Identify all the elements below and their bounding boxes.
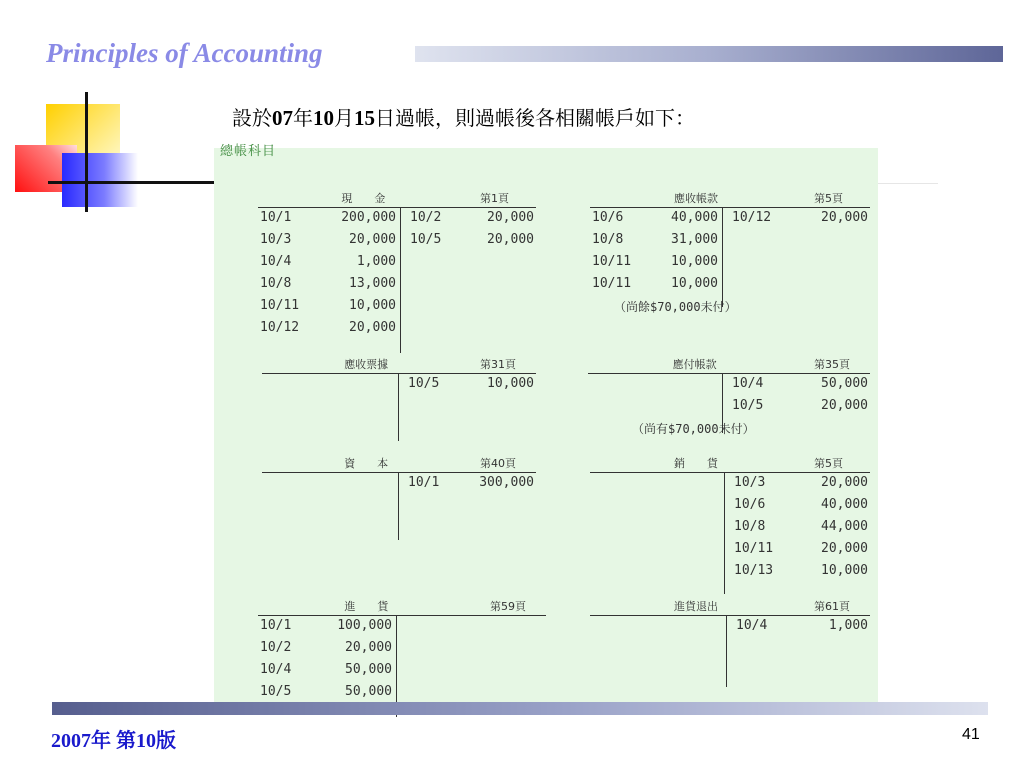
heading-month: 10	[313, 106, 334, 130]
debit-amount: 20,000	[349, 320, 396, 335]
debit-amount: 20,000	[349, 232, 396, 247]
heading-part: 年	[293, 106, 313, 130]
decor-blue-square	[62, 153, 138, 207]
credit-date: 10/1	[408, 475, 440, 490]
t-account-top-rule	[262, 472, 536, 473]
credit-amount: 50,000	[821, 376, 868, 391]
credit-date: 10/2	[410, 210, 442, 225]
debit-date: 10/5	[260, 684, 292, 699]
account-page-ref: 第35頁	[814, 358, 850, 371]
credit-amount: 300,000	[479, 475, 534, 490]
account-name: 銷 貨	[674, 457, 718, 470]
debit-date: 10/11	[592, 254, 632, 269]
account-name: 應收票據	[344, 358, 389, 371]
account-name: 進 貨	[344, 600, 389, 613]
credit-amount: 20,000	[487, 210, 534, 225]
debit-date: 10/11	[592, 276, 632, 291]
heading-year: 07	[272, 106, 293, 130]
account-page-ref: 第1頁	[480, 192, 509, 205]
debit-amount: 20,000	[345, 640, 392, 655]
credit-date: 10/3	[734, 475, 766, 490]
debit-amount: 10,000	[671, 254, 718, 269]
page-number: 41	[962, 726, 980, 743]
account-page-ref: 第61頁	[814, 600, 850, 613]
debit-date: 10/8	[592, 232, 624, 247]
credit-date: 10/6	[734, 497, 766, 512]
debit-date: 10/1	[260, 210, 292, 225]
account-page-ref: 第5頁	[814, 457, 843, 470]
t-account-top-rule	[590, 207, 870, 208]
account-page-ref: 第40頁	[480, 457, 516, 470]
credit-date: 10/13	[734, 563, 774, 578]
debit-amount: 10,000	[349, 298, 396, 313]
debit-amount: 13,000	[349, 276, 396, 291]
t-account-top-rule	[590, 472, 870, 473]
credit-date: 10/4	[732, 376, 764, 391]
credit-date: 10/8	[734, 519, 766, 534]
debit-date: 10/6	[592, 210, 624, 225]
debit-amount: 50,000	[345, 662, 392, 677]
credit-date: 10/5	[408, 376, 440, 391]
debit-date: 10/3	[260, 232, 292, 247]
debit-date: 10/11	[260, 298, 300, 313]
decor-vertical-line	[85, 92, 88, 212]
debit-date: 10/8	[260, 276, 292, 291]
debit-amount: 40,000	[671, 210, 718, 225]
t-account-center-rule	[726, 615, 727, 687]
t-account-top-rule	[262, 373, 536, 374]
slide-heading	[232, 102, 695, 131]
credit-date: 10/4	[736, 618, 768, 633]
credit-date: 10/12	[732, 210, 772, 225]
ledger-label: 總帳科目	[220, 144, 277, 159]
edition-label: 2007年 第10版	[51, 730, 176, 752]
debit-amount: 100,000	[337, 618, 392, 633]
heading-day: 15	[354, 106, 375, 130]
credit-amount: 20,000	[487, 232, 534, 247]
t-account-center-rule	[724, 472, 725, 594]
heading-part: 月	[334, 106, 354, 130]
t-account-top-rule	[258, 615, 546, 616]
t-account-top-rule	[258, 207, 536, 208]
debit-amount: 1,000	[356, 254, 396, 269]
debit-amount: 10,000	[671, 276, 718, 291]
t-account-top-rule	[588, 373, 870, 374]
heading-part: 設於	[232, 106, 272, 130]
t-account-top-rule	[590, 615, 870, 616]
debit-amount: 31,000	[671, 232, 718, 247]
debit-date: 10/12	[260, 320, 300, 335]
credit-amount: 44,000	[821, 519, 868, 534]
credit-date: 10/5	[732, 398, 764, 413]
decor-horizontal-line-faded	[878, 183, 938, 184]
credit-amount: 10,000	[821, 563, 868, 578]
decor-horizontal-line	[48, 181, 228, 184]
account-name: 資 本	[344, 457, 389, 470]
account-name: 現 金	[341, 192, 386, 205]
t-account-center-rule	[398, 472, 399, 540]
debit-date: 10/4	[260, 254, 292, 269]
account-name: 進貨退出	[674, 600, 718, 613]
credit-date: 10/11	[734, 541, 774, 556]
credit-amount: 20,000	[821, 210, 868, 225]
t-account-center-rule	[722, 207, 723, 307]
account-page-ref: 第31頁	[480, 358, 516, 371]
credit-amount: 20,000	[821, 475, 868, 490]
account-name: 應付帳款	[672, 358, 717, 371]
t-account-center-rule	[400, 207, 401, 353]
credit-amount: 20,000	[821, 398, 868, 413]
debit-date: 10/1	[260, 618, 292, 633]
account-page-ref: 第5頁	[814, 192, 843, 205]
account-note: （尚有$70,000未付）	[632, 422, 755, 436]
debit-date: 10/4	[260, 662, 292, 677]
credit-date: 10/5	[410, 232, 442, 247]
credit-amount: 10,000	[487, 376, 534, 391]
debit-amount: 50,000	[345, 684, 392, 699]
t-account-center-rule	[398, 373, 399, 441]
title-gradient-bar	[415, 46, 1003, 62]
account-page-ref: 第59頁	[490, 600, 526, 613]
account-name: 應收帳款	[674, 192, 718, 205]
slide-title: Principles of Accounting	[46, 38, 323, 68]
credit-amount: 1,000	[828, 618, 868, 633]
credit-amount: 20,000	[821, 541, 868, 556]
account-note: （尚餘$70,000未付）	[614, 300, 737, 314]
credit-amount: 40,000	[821, 497, 868, 512]
debit-amount: 200,000	[341, 210, 396, 225]
footer-gradient-bar	[52, 702, 988, 715]
heading-part: 日過帳，則過帳後各相關帳戶如下：	[375, 106, 695, 130]
debit-date: 10/2	[260, 640, 292, 655]
